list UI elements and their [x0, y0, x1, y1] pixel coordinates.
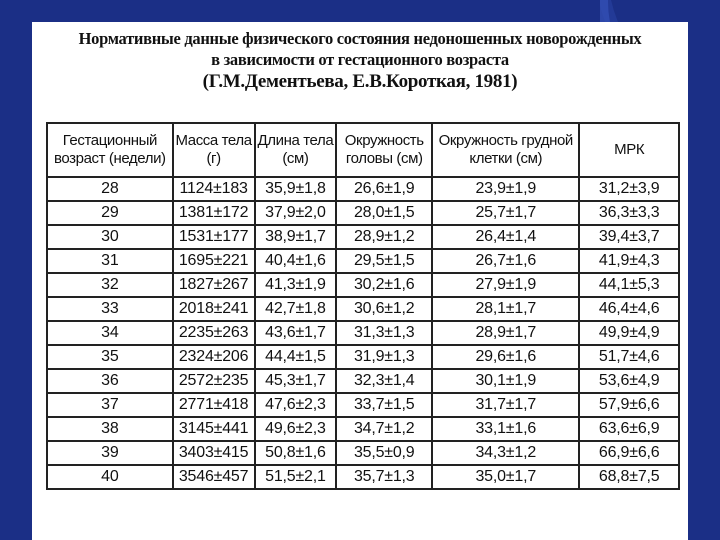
cell-body-mass: 1695±221: [173, 249, 255, 273]
cell-chest-circumference: 30,1±1,9: [432, 369, 579, 393]
cell-body-length: 35,9±1,8: [255, 177, 337, 201]
cell-body-length: 47,6±2,3: [255, 393, 337, 417]
cell-mrk: 57,9±6,6: [579, 393, 679, 417]
cell-body-length: 49,6±2,3: [255, 417, 337, 441]
cell-head-circumference: 30,6±1,2: [336, 297, 432, 321]
table-row: [47, 417, 679, 441]
cell-body-mass: 2572±235: [173, 369, 255, 393]
cell-gestational-age: 33: [47, 297, 173, 321]
cell-chest-circumference: 26,7±1,6: [432, 249, 579, 273]
cell-body-mass: 2235±263: [173, 321, 255, 345]
cell-mrk: 44,1±5,3: [579, 273, 679, 297]
cell-head-circumference: 35,7±1,3: [336, 465, 432, 489]
cell-chest-circumference: 25,7±1,7: [432, 201, 579, 225]
header-gestational-age: Гестационный возраст (недели): [47, 123, 173, 177]
cell-chest-circumference: 26,4±1,4: [432, 225, 579, 249]
cell-body-mass: 1381±172: [173, 201, 255, 225]
cell-body-mass: 3403±415: [173, 441, 255, 465]
table-row: [47, 369, 679, 393]
cell-chest-circumference: 33,1±1,6: [432, 417, 579, 441]
cell-head-circumference: 31,9±1,3: [336, 345, 432, 369]
cell-body-length: 43,6±1,7: [255, 321, 337, 345]
cell-head-circumference: 33,7±1,5: [336, 393, 432, 417]
cell-body-mass: 3145±441: [173, 417, 255, 441]
cell-mrk: 46,4±4,6: [579, 297, 679, 321]
cell-head-circumference: 26,6±1,9: [336, 177, 432, 201]
cell-body-length: 38,9±1,7: [255, 225, 337, 249]
table-row: [47, 297, 679, 321]
cell-head-circumference: 29,5±1,5: [336, 249, 432, 273]
cell-head-circumference: 31,3±1,3: [336, 321, 432, 345]
cell-body-mass: 2324±206: [173, 345, 255, 369]
table-header-row: [47, 123, 679, 177]
cell-mrk: 53,6±4,9: [579, 369, 679, 393]
cell-body-length: 50,8±1,6: [255, 441, 337, 465]
cell-body-mass: 1827±267: [173, 273, 255, 297]
cell-gestational-age: 39: [47, 441, 173, 465]
header-head-circumference: Окружность головы (см): [336, 123, 432, 177]
cell-mrk: 41,9±4,3: [579, 249, 679, 273]
header-chest-circumference: Окружность грудной клетки (см): [432, 123, 579, 177]
table-row: [47, 201, 679, 225]
cell-mrk: 63,6±6,9: [579, 417, 679, 441]
cell-mrk: 49,9±4,9: [579, 321, 679, 345]
cell-head-circumference: 28,9±1,2: [336, 225, 432, 249]
cell-gestational-age: 29: [47, 201, 173, 225]
slide-title: [32, 28, 688, 94]
cell-mrk: 36,3±3,3: [579, 201, 679, 225]
cell-gestational-age: 40: [47, 465, 173, 489]
cell-gestational-age: 28: [47, 177, 173, 201]
cell-head-circumference: 30,2±1,6: [336, 273, 432, 297]
header-body-mass: Масса тела (г): [173, 123, 255, 177]
title-citation: (Г.М.Дементьева, Е.В.Короткая, 1981): [202, 71, 518, 92]
cell-mrk: 39,4±3,7: [579, 225, 679, 249]
table-row: [47, 249, 679, 273]
cell-body-length: 51,5±2,1: [255, 465, 337, 489]
cell-head-circumference: 34,7±1,2: [336, 417, 432, 441]
cell-mrk: 68,8±7,5: [579, 465, 679, 489]
cell-body-length: 44,4±1,5: [255, 345, 337, 369]
cell-head-circumference: 32,3±1,4: [336, 369, 432, 393]
cell-mrk: 51,7±4,6: [579, 345, 679, 369]
cell-chest-circumference: 29,6±1,6: [432, 345, 579, 369]
cell-mrk: 66,9±6,6: [579, 441, 679, 465]
table-row: [47, 441, 679, 465]
cell-body-mass: 3546±457: [173, 465, 255, 489]
cell-gestational-age: 30: [47, 225, 173, 249]
title-line-1: Нормативные данные физического состояния недоношенных новорожденных: [78, 29, 642, 48]
cell-chest-circumference: 28,9±1,7: [432, 321, 579, 345]
table-row: [47, 465, 679, 489]
cell-body-length: 42,7±1,8: [255, 297, 337, 321]
cell-body-length: 37,9±2,0: [255, 201, 337, 225]
cell-body-mass: 1531±177: [173, 225, 255, 249]
cell-chest-circumference: 23,9±1,9: [432, 177, 579, 201]
cell-chest-circumference: 35,0±1,7: [432, 465, 579, 489]
cell-head-circumference: 35,5±0,9: [336, 441, 432, 465]
cell-gestational-age: 36: [47, 369, 173, 393]
table-row: [47, 177, 679, 201]
cell-chest-circumference: 27,9±1,9: [432, 273, 579, 297]
cell-gestational-age: 34: [47, 321, 173, 345]
cell-gestational-age: 38: [47, 417, 173, 441]
cell-chest-circumference: 34,3±1,2: [432, 441, 579, 465]
cell-gestational-age: 37: [47, 393, 173, 417]
cell-mrk: 31,2±3,9: [579, 177, 679, 201]
cell-body-length: 40,4±1,6: [255, 249, 337, 273]
header-body-length: Длина тела (см): [255, 123, 337, 177]
cell-body-length: 45,3±1,7: [255, 369, 337, 393]
slide-panel: [32, 22, 688, 540]
cell-body-mass: 2018±241: [173, 297, 255, 321]
table-body: [47, 177, 679, 489]
table-row: [47, 345, 679, 369]
cell-gestational-age: 32: [47, 273, 173, 297]
cell-head-circumference: 28,0±1,5: [336, 201, 432, 225]
norms-table: [46, 122, 680, 490]
table-row: [47, 393, 679, 417]
cell-chest-circumference: 28,1±1,7: [432, 297, 579, 321]
cell-chest-circumference: 31,7±1,7: [432, 393, 579, 417]
table-row: [47, 225, 679, 249]
table-row: [47, 321, 679, 345]
cell-body-mass: 2771±418: [173, 393, 255, 417]
cell-gestational-age: 35: [47, 345, 173, 369]
table-row: [47, 273, 679, 297]
title-line-2: в зависимости от гестационного возраста: [211, 50, 509, 69]
header-mrk: МРК: [579, 123, 679, 177]
cell-gestational-age: 31: [47, 249, 173, 273]
cell-body-length: 41,3±1,9: [255, 273, 337, 297]
cell-body-mass: 1124±183: [173, 177, 255, 201]
